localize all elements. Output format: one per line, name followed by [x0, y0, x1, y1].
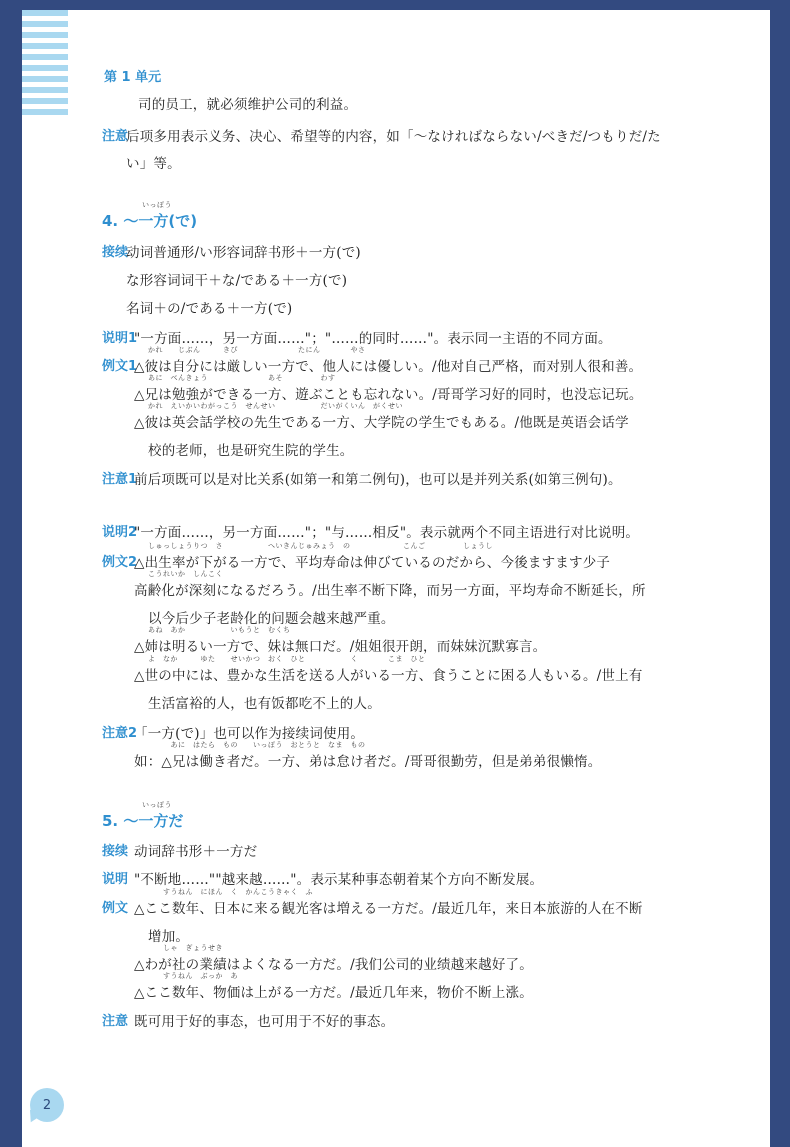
block-label: 例文1 — [102, 359, 138, 374]
text-line: 前后项既可以是对比关系(如第一和第二例句)，也可以是并列关系(如第三例句)。 — [134, 472, 622, 488]
text-line: 生活富裕的人，也有饭都吃不上的人。 — [148, 696, 381, 712]
text-line: 如：△兄は働き者だ。一方、弟は怠け者だ。/哥哥很勤劳，但是弟弟很懒惰。 — [134, 754, 602, 770]
furigana-line: すうねん にほん く かんこうきゃく ふ — [148, 888, 313, 896]
section-heading: 5. ～一方だ — [102, 812, 184, 830]
furigana-line: あに はたら もの いっぽう おとうと なま もの — [148, 741, 366, 749]
text-line: 增加。 — [148, 929, 190, 945]
furigana-line: しゅっしょうりつ さ へいきんじゅみょう の こんご しょうし — [148, 542, 493, 550]
furigana-line: よ なか ゆた せいかつ おく ひと く こま ひと — [148, 655, 426, 663]
text-line: 后项多用表示义务、决心、希望等的内容，如「～なければならない/べきだ/つもりだ/た — [126, 129, 661, 145]
text-line: △わが社の業績はよくなる一方だ。/我们公司的业绩越来越好了。 — [134, 957, 533, 973]
block-label: 说明2 — [102, 525, 138, 540]
block-label: 说明1 — [102, 331, 138, 346]
heading-ruby: いっぽう — [142, 201, 172, 209]
page-number-badge — [30, 1088, 64, 1122]
text-line: 高齢化が深刻になるだろう。/出生率不断下降，而另一方面，平均寿命不断延长，所 — [134, 583, 646, 599]
text-line: 以今后少子老龄化的问题会越来越严重。 — [148, 611, 395, 627]
text-line: △ここ数年、物価は上がる一方だ。/最近几年来，物价不断上涨。 — [134, 985, 533, 1001]
unit-title: 第 1 单元 — [104, 70, 162, 85]
text-line: 动词辞书形＋一方だ — [134, 844, 258, 860]
corner-stripes-decoration — [22, 10, 68, 120]
furigana-line: かれ じぶん きび たにん やさ — [148, 346, 366, 354]
block-label: 注意 — [102, 129, 129, 144]
text-line: "一方面……，另一方面……"；"与……相反"。表示就两个不同主语进行对比说明。 — [134, 525, 640, 541]
book-page — [22, 10, 770, 1147]
text-line: 「一方(で)」也可以作为接续词使用。 — [134, 726, 365, 742]
text-line: い」等。 — [126, 156, 181, 172]
block-label: 注意1 — [102, 472, 138, 487]
furigana-line: しゃ ぎょうせき — [148, 944, 223, 952]
furigana-line: かれ えいかいわがっこう せんせい だいがくいん がくせい — [148, 402, 403, 410]
text-line: 名词＋の/である＋一方(で) — [126, 301, 293, 317]
block-label: 接续 — [102, 245, 129, 260]
furigana-line: すうねん ぶっか あ — [148, 972, 238, 980]
block-label: 例文2 — [102, 555, 138, 570]
furigana-line: あに べんきょう あそ わす — [148, 374, 336, 382]
text-line: △彼は英会話学校の先生である一方、大学院の学生でもある。/他既是英语会话学 — [134, 415, 629, 431]
page-number: 2 — [42, 1097, 52, 1113]
section-heading: 4. ～一方(で) — [102, 212, 198, 230]
furigana-line: こうれいか しんこく — [148, 570, 223, 578]
block-label: 注意 — [102, 1014, 129, 1029]
text-line: △姉は明るい一方で、妹は無口だ。/姐姐很开朗，而妹妹沉默寡言。 — [134, 639, 547, 655]
text-line: 校的老师，也是研究生院的学生。 — [148, 443, 354, 459]
text-line: △世の中には、豊かな生活を送る人がいる一方、食うことに困る人もいる。/世上有 — [134, 668, 643, 684]
furigana-line: あね あか いもうと むくち — [148, 626, 291, 634]
block-label: 接续 — [102, 844, 129, 859]
text-line: 动词普通形/い形容词辞书形＋一方(で) — [126, 245, 361, 261]
block-label: 注意2 — [102, 726, 138, 741]
heading-ruby: いっぽう — [142, 801, 172, 809]
text-line: 既可用于好的事态，也可用于不好的事态。 — [134, 1014, 395, 1030]
text-line: 司的员工，就必须维护公司的利益。 — [138, 97, 358, 113]
text-line: △出生率が下がる一方で、平均寿命は伸びているのだから、今後ますます少子 — [134, 555, 611, 571]
text-line: △兄は勉強ができる一方、遊ぶことも忘れない。/哥哥学习好的同时，也没忘记玩。 — [134, 387, 643, 403]
text-line: "一方面……，另一方面……"；"……的同时……"。表示同一主语的不同方面。 — [134, 331, 612, 347]
text-line: な形容词词干＋な/である＋一方(で) — [126, 273, 348, 289]
block-label: 说明 — [102, 872, 129, 887]
text-line: △ここ数年、日本に来る観光客は増える一方だ。/最近几年，来日本旅游的人在不断 — [134, 901, 643, 917]
text-line: "不断地……""越来越……"。表示某种事态朝着某个方向不断发展。 — [134, 872, 544, 888]
text-line: △彼は自分には厳しい一方で、他人には優しい。/他对自己严格，而对别人很和善。 — [134, 359, 643, 375]
block-label: 例文 — [102, 901, 129, 916]
